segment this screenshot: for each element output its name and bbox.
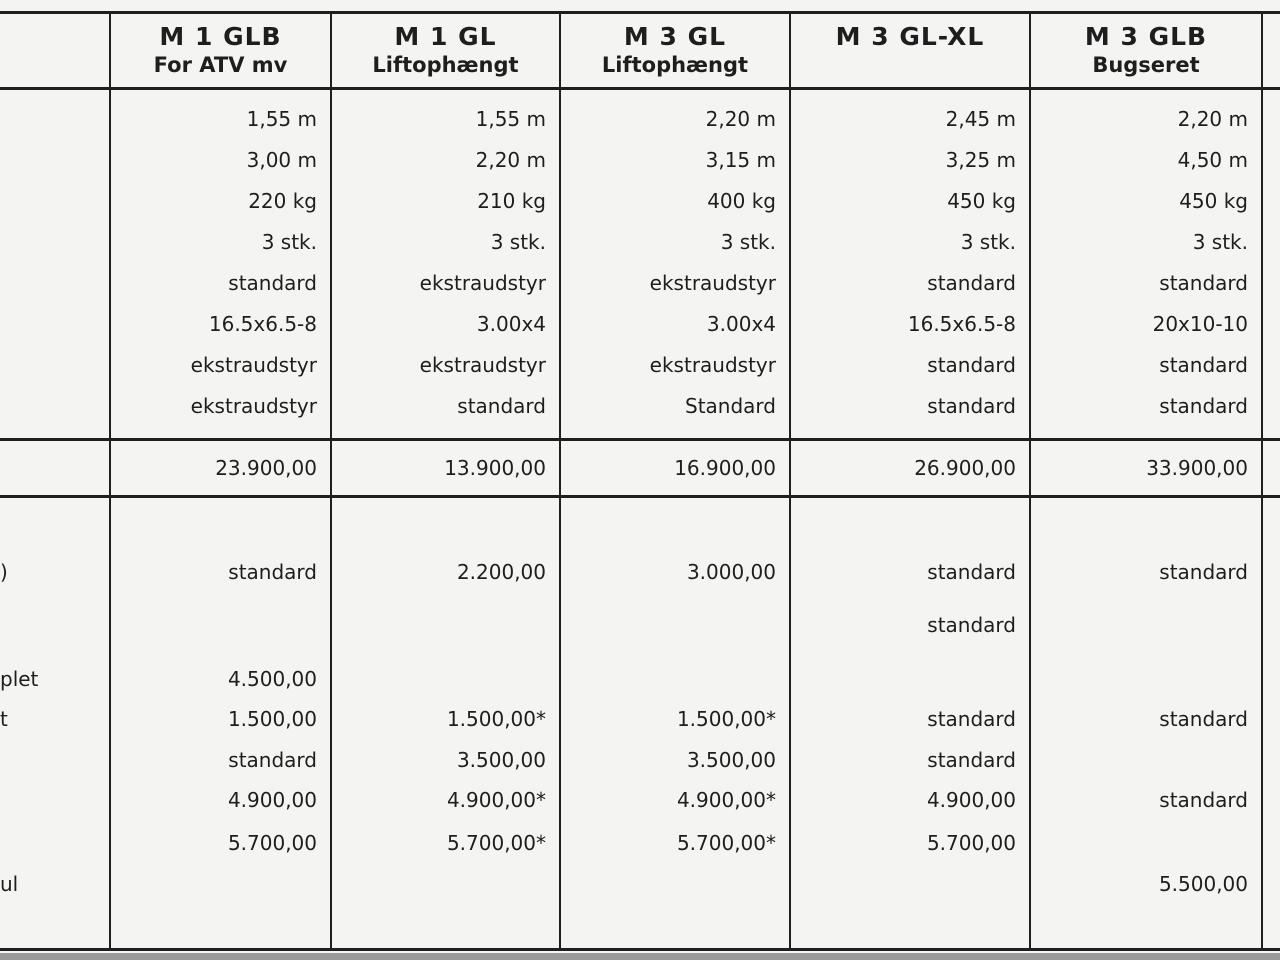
option-cell-r4-c0: standard: [228, 748, 317, 772]
spec-cell-r5-c0: 16.5x6.5-8: [208, 312, 317, 336]
option-cell-r3-c3: standard: [927, 707, 1016, 731]
table-border-col-4: [1029, 11, 1031, 951]
spec-cell-r4-c0: standard: [228, 271, 317, 295]
price-cell-c4: 33.900,00: [1146, 456, 1248, 480]
spec-cell-r6-c3: standard: [927, 353, 1016, 377]
option-cell-r3-c2: 1.500,00*: [676, 707, 776, 731]
column-subtitle: For ATV mv: [153, 53, 288, 77]
table-border-col-1: [330, 11, 332, 951]
option-row-label-fragment-r7: ul: [0, 872, 19, 896]
spec-cell-r6-c1: ekstraudstyr: [419, 353, 546, 377]
option-row-label-fragment-r0: ): [0, 560, 8, 584]
option-cell-r6-c2: 5.700,00*: [676, 831, 776, 855]
option-cell-r6-c1: 5.700,00*: [446, 831, 546, 855]
spec-cell-r3-c4: 3 stk.: [1192, 230, 1248, 254]
spec-cell-r2-c2: 400 kg: [707, 189, 776, 213]
spec-cell-r4-c2: ekstraudstyr: [649, 271, 776, 295]
spec-cell-r3-c3: 3 stk.: [960, 230, 1016, 254]
spec-cell-r0-c4: 2,20 m: [1177, 107, 1248, 131]
table-border-col-5: [1261, 11, 1263, 951]
table-border-specs-bottom: [0, 438, 1280, 441]
spec-cell-r1-c1: 2,20 m: [475, 148, 546, 172]
column-subtitle: Liftophængt: [601, 53, 749, 77]
spec-cell-r5-c1: 3.00x4: [476, 312, 546, 336]
spec-cell-r3-c1: 3 stk.: [490, 230, 546, 254]
spec-cell-r1-c4: 4,50 m: [1177, 148, 1248, 172]
column-header-m3glb: [1032, 14, 1260, 86]
option-cell-r5-c4: standard: [1159, 788, 1248, 812]
option-cell-r5-c1: 4.900,00*: [446, 788, 546, 812]
option-cell-r5-c3: 4.900,00: [926, 788, 1016, 812]
option-cell-r6-c0: 5.700,00: [227, 831, 317, 855]
price-cell-c3: 26.900,00: [914, 456, 1016, 480]
option-cell-r1-c3: standard: [927, 613, 1016, 637]
spec-cell-r7-c3: standard: [927, 394, 1016, 418]
spec-cell-r0-c0: 1,55 m: [246, 107, 317, 131]
option-cell-r0-c4: standard: [1159, 560, 1248, 584]
option-cell-r2-c0: 4.500,00: [227, 667, 317, 691]
spec-cell-r4-c4: standard: [1159, 271, 1248, 295]
column-title: M 3 GL-XL: [835, 22, 985, 51]
spec-cell-r1-c3: 3,25 m: [945, 148, 1016, 172]
option-cell-r4-c2: 3.500,00: [686, 748, 776, 772]
column-title: M 3 GL: [623, 22, 727, 51]
column-title: M 3 GLB: [1084, 22, 1208, 51]
spec-cell-r7-c2: Standard: [685, 394, 776, 418]
option-cell-r4-c3: standard: [927, 748, 1016, 772]
spec-cell-r7-c4: standard: [1159, 394, 1248, 418]
option-cell-r0-c2: 3.000,00: [686, 560, 776, 584]
spec-cell-r7-c1: standard: [457, 394, 546, 418]
option-cell-r0-c3: standard: [927, 560, 1016, 584]
spec-cell-r5-c2: 3.00x4: [706, 312, 776, 336]
option-cell-r3-c0: 1.500,00: [227, 707, 317, 731]
column-title: M 1 GL: [394, 22, 497, 51]
column-subtitle: Bugseret: [1092, 53, 1200, 77]
spec-cell-r3-c2: 3 stk.: [720, 230, 776, 254]
column-header-m1glb: [112, 14, 329, 86]
spec-cell-r1-c0: 3,00 m: [246, 148, 317, 172]
option-cell-r3-c1: 1.500,00*: [446, 707, 546, 731]
spec-cell-r6-c2: ekstraudstyr: [649, 353, 776, 377]
spec-cell-r2-c4: 450 kg: [1179, 189, 1248, 213]
option-cell-r7-c4: 5.500,00: [1158, 872, 1248, 896]
table-border-price-bottom: [0, 495, 1280, 498]
table-border-col-2: [559, 11, 561, 951]
option-cell-r0-c0: standard: [228, 560, 317, 584]
spec-cell-r2-c3: 450 kg: [947, 189, 1016, 213]
spec-cell-r4-c3: standard: [927, 271, 1016, 295]
option-cell-r5-c2: 4.900,00*: [676, 788, 776, 812]
column-header-m3gl: [562, 14, 788, 86]
column-header-m1gl: [333, 14, 558, 86]
spec-cell-r6-c4: standard: [1159, 353, 1248, 377]
column-title: M 1 GLB: [159, 22, 282, 51]
table-border-col-3: [789, 11, 791, 951]
option-row-label-fragment-r2: plet: [0, 667, 39, 691]
spec-cell-r1-c2: 3,15 m: [705, 148, 776, 172]
table-border-col-labels: [109, 11, 111, 951]
spec-cell-r6-c0: ekstraudstyr: [190, 353, 317, 377]
option-cell-r6-c3: 5.700,00: [926, 831, 1016, 855]
option-cell-r0-c1: 2.200,00: [456, 560, 546, 584]
table-border-bottom: [0, 948, 1280, 951]
spec-cell-r0-c2: 2,20 m: [705, 107, 776, 131]
spec-cell-r2-c0: 220 kg: [248, 189, 317, 213]
option-cell-r4-c1: 3.500,00: [456, 748, 546, 772]
price-cell-c1: 13.900,00: [444, 456, 546, 480]
price-cell-c0: 23.900,00: [215, 456, 317, 480]
column-header-m3glxl: [792, 14, 1028, 86]
spec-cell-r7-c0: ekstraudstyr: [190, 394, 317, 418]
spec-cell-r4-c1: ekstraudstyr: [419, 271, 546, 295]
spec-cell-r0-c3: 2,45 m: [945, 107, 1016, 131]
option-cell-r5-c0: 4.900,00: [227, 788, 317, 812]
spec-cell-r2-c1: 210 kg: [477, 189, 546, 213]
column-subtitle: Liftophængt: [372, 53, 519, 77]
spec-cell-r5-c4: 20x10-10: [1152, 312, 1248, 336]
option-row-label-fragment-r3: t: [0, 707, 8, 731]
price-cell-c2: 16.900,00: [674, 456, 776, 480]
option-cell-r3-c4: standard: [1159, 707, 1248, 731]
bottom-gray-band: [0, 953, 1280, 960]
spec-cell-r3-c0: 3 stk.: [261, 230, 317, 254]
spec-cell-r0-c1: 1,55 m: [475, 107, 546, 131]
spec-cell-r5-c3: 16.5x6.5-8: [907, 312, 1016, 336]
table-border-header-bottom: [0, 87, 1280, 90]
